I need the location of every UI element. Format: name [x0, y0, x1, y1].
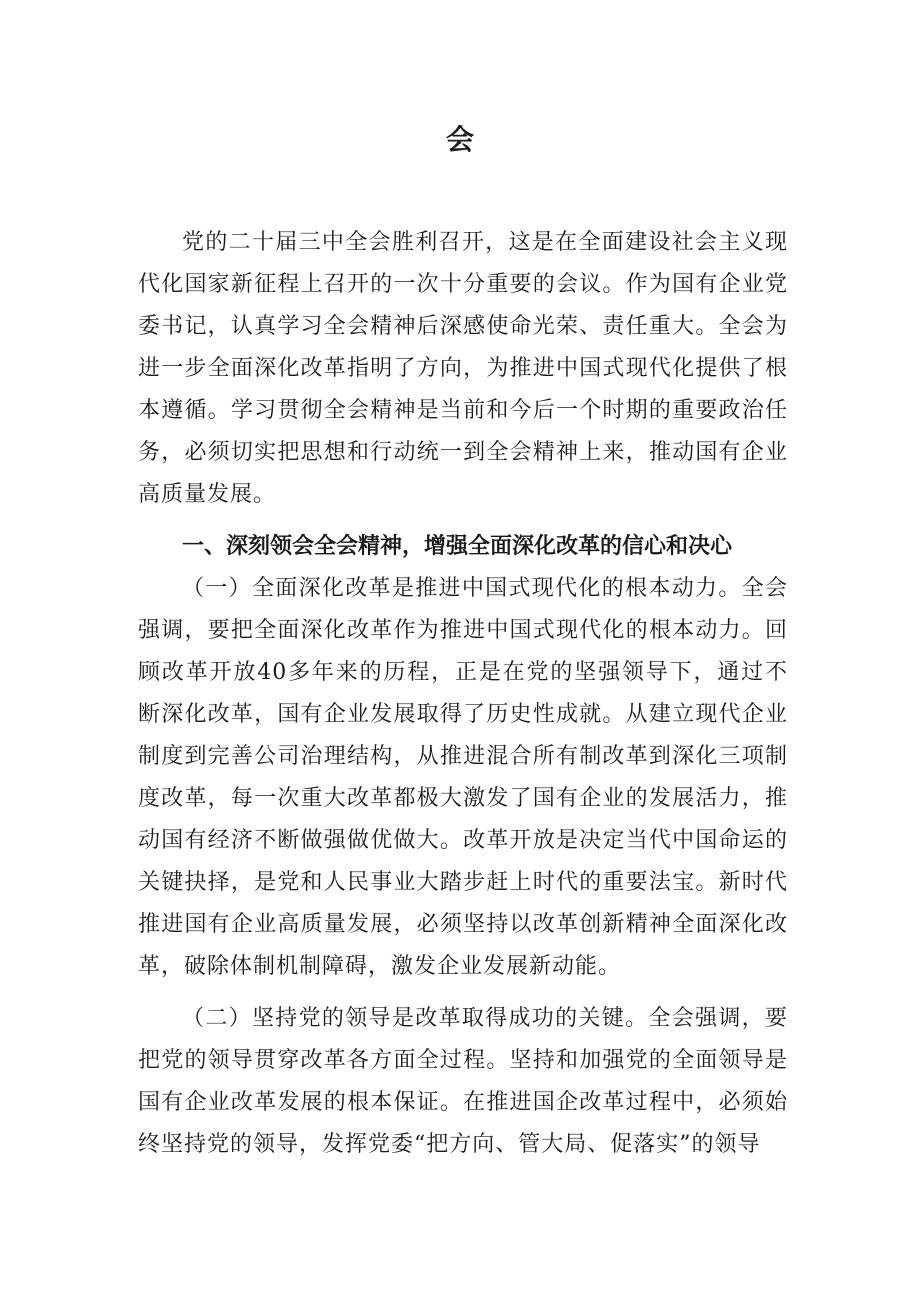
- document-body: [138, 222, 788, 1166]
- page-title: 会: [445, 123, 474, 156]
- intro-paragraph: 党的二十届三中全会胜利召开，这是在全面建设社会主义现代化国家新征程上召开的一次十分重要的会议。作为国有企业党委书记，认真学习全会精神后深感使命光荣、责任重大。全会为进一步全面深化改革指明了方向，为推进中国式现代化提供了根本遵循。学习贯彻全会精神是当前和今后一个时期的重要政治任务，必须切实把思想和行动统一到全会精神上来，推动国有企业高质量发展。: [138, 230, 788, 507]
- section-heading: 一、深刻领会全会精神，增强全面深化改革的信心和决心: [182, 534, 733, 559]
- paragraph-spacer: [138, 988, 788, 998]
- body-paragraph: （二）坚持党的领导是改革取得成功的关键。全会强调，要把党的领导贯穿改革各方面全过程。坚持和加强党的全面领导是国有企业改革发展的根本保证。在推进国企改革过程中，必须始终坚持党的领导，发挥党委“把方向、管大局、促落实”的领导: [138, 1006, 788, 1157]
- body-paragraph: （一）全面深化改革是推进中国式现代化的根本动力。全会强调，要把全面深化改革作为推进中国式现代化的根本动力。回顾改革开放40多年来的历程，正是在党的坚强领导下，通过不断深化改革，国有企业发展取得了历史性成就。从建立现代企业制度到完善公司治理结构，从推进混合所有制改革到深化三项制度改革，每一次重大改革都极大激发了国有企业的发展活力，推动国有经济不断做强做优做大。改革开放是决定当代中国命运的关键抉择，是党和人民事业大踏步赶上时代的重要法宝。新时代推进国有企业高质量发展，必须坚持以改革创新精神全面深化改革，破除体制机制障碍，激发企业发展新动能。: [138, 576, 788, 979]
